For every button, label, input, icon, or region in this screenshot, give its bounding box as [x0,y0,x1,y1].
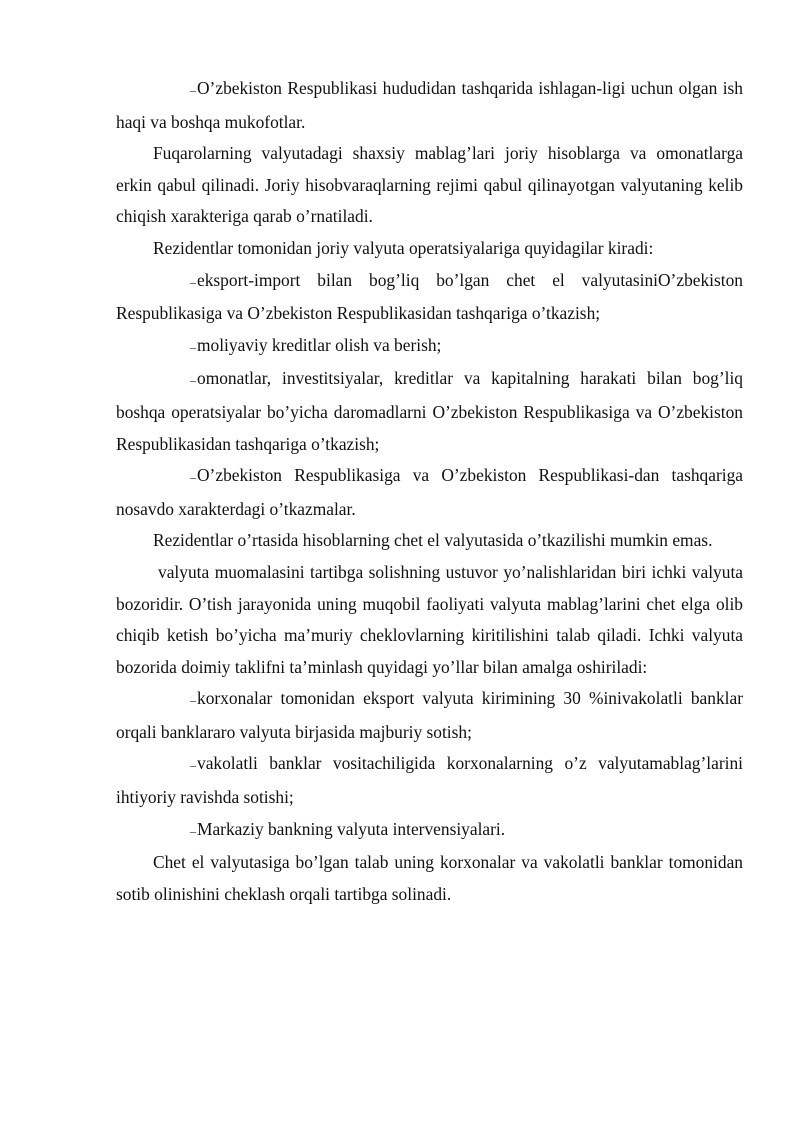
paragraph-text: Chet el valyutasiga bo’lgan talab uning korxonalar va vakolatli banklar tomonidan sotib olinishini cheklash orqali tartibga solinadi. [116,852,743,904]
bullet-paragraph [116,330,743,364]
paragraph-text: Markaziy bankning valyuta intervensiyalari. [197,818,506,839]
bullet-paragraph [116,814,743,848]
body-paragraph [116,138,743,233]
dash-bullet: – [190,339,196,354]
bullet-paragraph [116,73,743,138]
dash-bullet: – [190,470,196,485]
bullet-paragraph [116,265,743,330]
paragraph-text: Rezidentlar o’rtasida hisoblarning chet el valyutasida o’tkazilishi mumkin emas. [153,530,713,551]
paragraph-text: O’zbekiston Respublikasi hududidan tashqarida ishlagan-ligi uchun olgan ish haqi va boshqa mukofotlar. [116,78,743,132]
dash-bullet: – [190,823,196,838]
dash-bullet: – [190,693,196,708]
paragraph-text: valyuta muomalasini tartibga solishning ustuvor yo’nalishlaridan biri ichki valyuta bozoridir. O’tish jarayonida uning muqobil faoliyati valyuta mablag’larini chet elga olib chiqib ketish bo’yicha ma’muriy cheklovlarning kiritilishini talab qiladi. Ichki valyuta bozorida doimiy taklifni ta’minlash quyidagi yo’llar bilan amalga oshiriladi: [116,561,743,677]
paragraph-text: Fuqarolarning valyutadagi shaxsiy mablag’lari joriy hisoblarga va omonatlarga erkin qabul qilinadi. Joriy hisobvaraqlarning rejimi qabul qilinayotgan valyutaning kelib chiqish xarakteriga qarab o’rnatiladi. [116,143,743,227]
paragraph-text: Rezidentlar tomonidan joriy valyuta operatsiyalariga quyidagilar kiradi: [153,237,654,258]
body-paragraph [116,525,743,557]
dash-bullet: – [190,274,196,289]
bullet-paragraph [116,460,743,525]
paragraph-text: eksport-import bilan bog’liq bo’lgan chet el valyutasiniO’zbekiston Respublikasiga va O’zbekiston Respublikasidan tashqariga o’tkazish; [116,269,743,324]
paragraph-text: O’zbekiston Respublikasiga va O’zbekiston Respublikasi-dan tashqariga nosavdo xarakterdagi o’tkazmalar. [116,465,743,519]
dash-bullet: – [190,373,196,388]
bullet-paragraph [116,363,743,460]
body-paragraph [116,847,743,910]
paragraph-text: omonatlar, investitsiyalar, kreditlar va kapitalning harakati bilan bog’liq boshqa operatsiyalar bo’yicha daromadlarni O’zbekiston Respublikasiga va O’zbekiston Respublikasidan tashqariga o’tkazish; [116,368,743,454]
paragraph-text: korxonalar tomonidan eksport valyuta kirimining 30 %inivakolatli banklar orqali banklararo valyuta birjasida majburiy sotish; [116,688,743,742]
document-body [116,73,743,910]
dash-bullet: – [190,758,196,773]
dash-bullet: – [190,83,196,97]
body-paragraph [116,557,743,683]
paragraph-text: vakolatli banklar vositachiligida korxonalarning o’z valyutamablag’larini ihtiyoriy ravishda sotishi; [116,753,743,808]
bullet-paragraph [116,748,743,813]
paragraph-text: moliyaviy kreditlar olish va berish; [197,334,442,355]
body-paragraph [116,233,743,265]
bullet-paragraph [116,683,743,748]
